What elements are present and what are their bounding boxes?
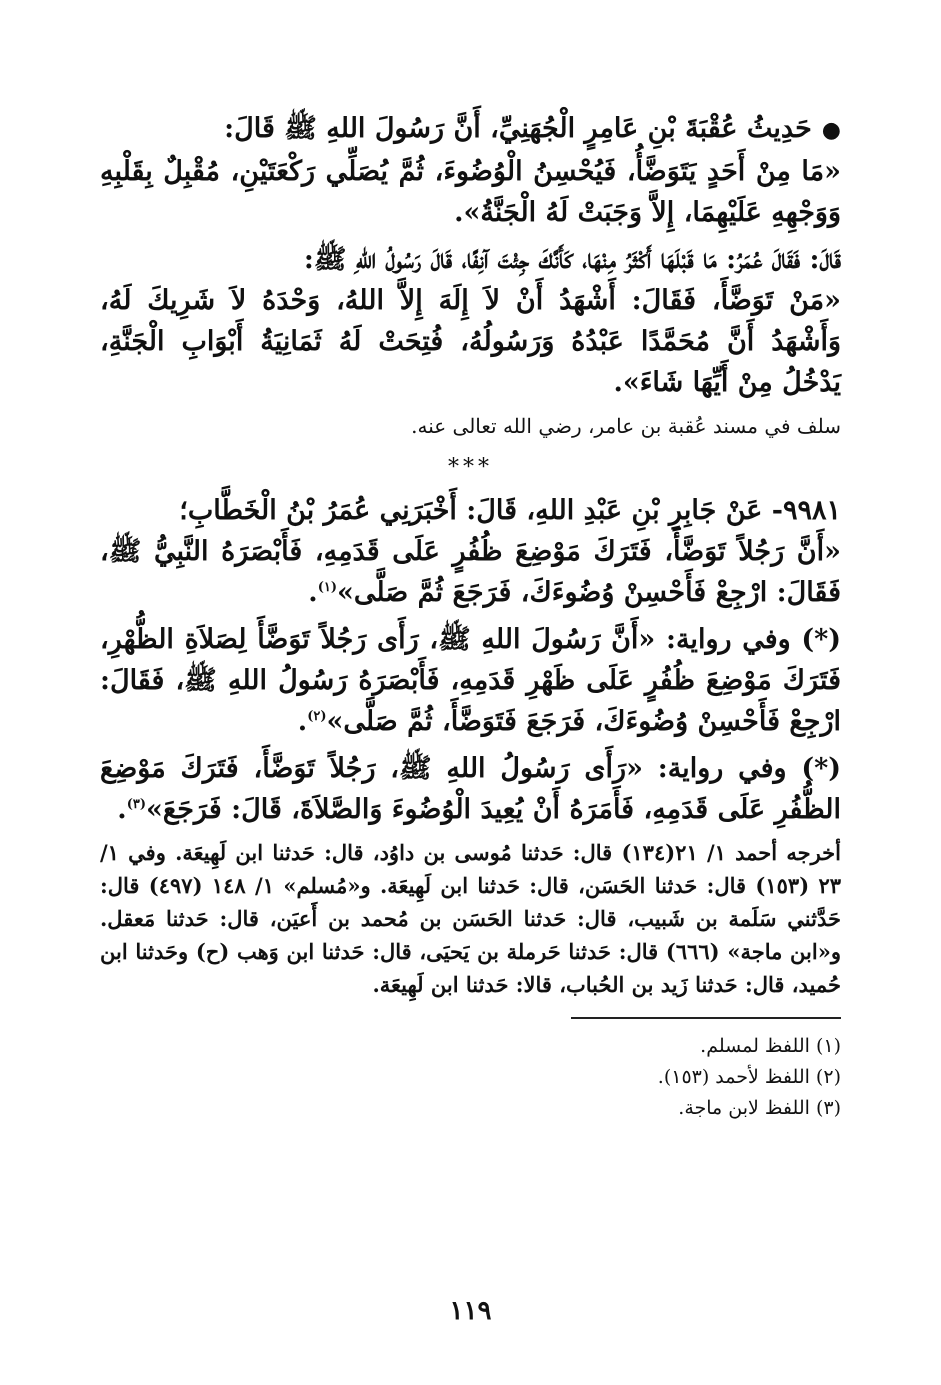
paragraph-shahada-text: «مَنْ تَوَضَّأَ، فَقَالَ: أَشْهَدُ أَنْ لاَ إِلَهَ إِلاَّ اللهُ، وَحْدَهُ لاَ شَرِيكَ لَهُ، وَأَشْهَدُ أَنَّ مُحَمَّدًا عَبْدُهُ وَرَسُولُهُ، فُتِحَتْ لَهُ ثَمَانِيَةُ أَبْوَابِ الْجَنَّةِ، يَدْخُلُ مِنْ أَيِّهَا شَاءَ».	[100, 285, 841, 398]
salaf-note: سلف في مسند عُقبة بن عامر، رضي الله تعالى عنه.	[411, 414, 841, 438]
hadith-main-text: «أَنَّ رَجُلاً تَوَضَّأَ، فَتَرَكَ مَوْضِعَ ظُفُرٍ عَلَى قَدَمِهِ، فَأَبْصَرَهُ النَّبِيُّ ﷺ، فَقَالَ: ارْجِعْ فَأَحْسِنْ وُضُوءَكَ، فَرَجَعَ ثُمَّ صَلَّى»$^{(١)}$.	[100, 536, 841, 608]
footnote-ref-1[interactable]: (١)	[317, 580, 337, 595]
footnote-1: (١) اللفظ لمسلم.	[700, 1035, 841, 1057]
footnote-3: (٣) اللفظ لابن ماجة.	[678, 1097, 841, 1119]
riwaya-2: (*) وفي رواية: «رَأَى رَسُولُ اللهِ ﷺ، رَجُلاً تَوَضَّأَ، فَتَرَكَ مَوْضِعَ الظُّفُرِ عَلَى قَدَمِهِ، فَأَمَرَهُ أَنْ يُعِيدَ الْوُضُوءَ وَالصَّلاَةَ، قَالَ: فَرَجَعَ»$^{(٣)}$.	[100, 753, 841, 825]
paragraph-umar-saying: قَالَ: فَقَالَ عُمَرُ: مَا قَبْلَهَا أَكْثَرُ مِنْهَا، كَأَنَّكَ جِئْتَ آنِفًا، قَالَ رَسُولُ اللهِ ﷺ:	[303, 244, 841, 275]
paragraph-text: حَدِيثُ عُقْبَةَ بْنِ عَامِرٍ الْجُهَنِيِّ، أَنَّ رَسُولَ اللهِ ﷺ قَالَ:	[224, 113, 812, 144]
hadith-opening: ٩٩٨١- عَنْ جَابِرِ بْنِ عَبْدِ اللهِ، قَالَ: أَخْبَرَنِي عُمَرُ بْنُ الْخَطَّابِ؛	[179, 495, 841, 526]
footnote-ref-2[interactable]: (٢)	[307, 709, 327, 724]
riwaya-1-text: (*) وفي رواية: «أَنَّ رَسُولَ اللهِ ﷺ، رَأَى رَجُلاً تَوَضَّأَ لِصَلاَةِ الظُّهْرِ، فَتَرَكَ مَوْضِعَ ظُفُرٍ عَلَى ظَهْرِ قَدَمِهِ، فَأَبْصَرَهُ رَسُولُ اللهِ ﷺ، فَقَالَ: ارْجِعْ فَأَحْسِنْ وُضُوءَكَ، فَرَجَعَ فَتَوَضَّأَ، ثُمَّ صَلَّى»	[100, 624, 841, 737]
footnote-ref-3[interactable]: (٣)	[126, 797, 146, 812]
riwaya-1: (*) وفي رواية: «أَنَّ رَسُولَ اللهِ ﷺ، رَأَى رَجُلاً تَوَضَّأَ لِصَلاَةِ الظُّهْرِ، فَتَرَكَ مَوْضِعَ ظُفُرٍ عَلَى ظَهْرِ قَدَمِهِ، فَأَبْصَرَهُ رَسُولُ اللهِ ﷺ، فَقَالَ: ارْجِعْ فَأَحْسِنْ وُضُوءَكَ، فَرَجَعَ فَتَوَضَّأَ، ثُمَّ صَلَّى»$^{(٢)}$.	[100, 624, 841, 737]
footnotes	[100, 1031, 841, 1124]
hadith-text: «أَنَّ رَجُلاً تَوَضَّأَ، فَتَرَكَ مَوْضِعَ ظُفُرٍ عَلَى قَدَمِهِ، فَأَبْصَرَهُ النَّبِيُّ ﷺ، فَقَالَ: ارْجِعْ فَأَحْسِنْ وُضُوءَكَ، فَرَجَعَ ثُمَّ صَلَّى»	[100, 536, 841, 608]
paragraph-hadith-uqba-intro	[100, 108, 841, 151]
page-number: ١١٩	[449, 1296, 492, 1326]
footnote-2: (٢) اللفظ لأحمد (١٥٣).	[657, 1066, 841, 1088]
riwaya-2-text: (*) وفي رواية: «رَأَى رَسُولُ اللهِ ﷺ، رَجُلاً تَوَضَّأَ، فَتَرَكَ مَوْضِعَ الظُّفُرِ عَلَى قَدَمِهِ، فَأَمَرَهُ أَنْ يُعِيدَ الْوُضُوءَ وَالصَّلاَةَ، قَالَ: فَرَجَعَ»	[100, 753, 841, 825]
takhrij-paragraph: أخرجه أحمد ١/ ٢١(١٣٤) قال: حَدثنا مُوسى بن داوُد، قال: حَدثنا ابن لَهِيعَة. وفي ١/ ٢٣ (١٥٣) قال: حَدثنا الحَسَن، قال: حَدثنا ابن لَهِيعَة. و«مُسلم» ١/ ١٤٨ (٤٩٧) قال: حَدَّثني سَلَمة بن شَبيب، قال: حَدثنا الحَسَن بن مُحمد بن أَعيَن، قال: حَدثنا مَعقل. و«ابن ماجة» (٦٦٦) قال: حَدثنا حَرملة بن يَحيَى، قال: حَدثنا ابن وَهب (ح) وحَدثنا ابن حُميد، قال: حَدثنا زَيد بن الحُباب، قالا: حَدثنا ابن لَهِيعَة.	[100, 840, 842, 997]
paragraph-hadith-uqba-text: «مَا مِنْ أَحَدٍ يَتَوَضَّأُ، فَيُحْسِنُ الْوُضُوءَ، ثُمَّ يُصَلِّي رَكْعَتَيْنِ، مُقْبِلٌ بِقَلْبِهِ وَوَجْهِهِ عَلَيْهِمَا، إِلاَّ وَجَبَتْ لَهُ الْجَنَّةُ».	[100, 156, 841, 228]
bullet-icon: ●	[821, 117, 841, 143]
section-separator: ***	[448, 455, 493, 480]
footnote-divider	[100, 1001, 841, 1031]
